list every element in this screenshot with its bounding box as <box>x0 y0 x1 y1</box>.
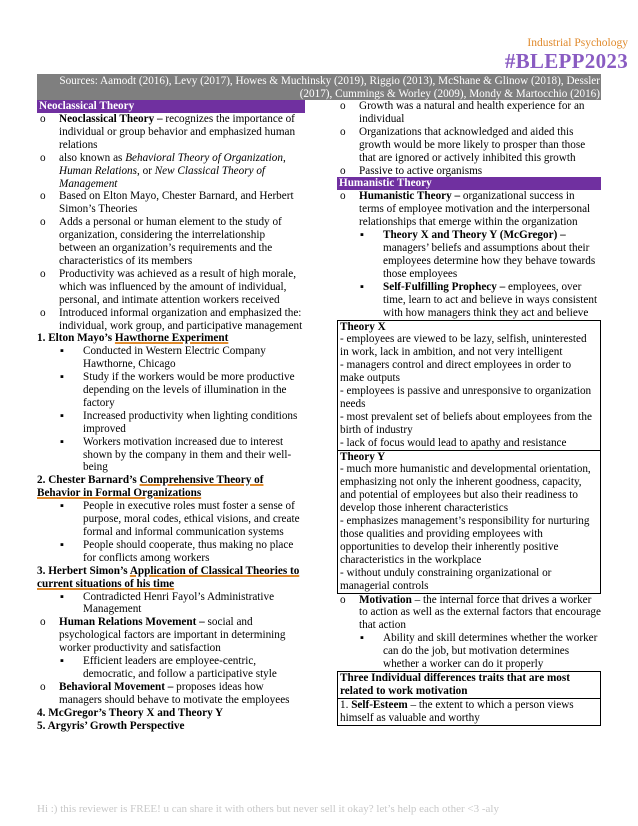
list-item: ▪ Contradicted Henri Fayol’s Administrative Management <box>37 591 305 617</box>
box-title: Theory X <box>340 320 386 333</box>
box-line: - lack of focus would lead to apathy and resistance <box>340 436 567 449</box>
right-column <box>337 100 601 726</box>
heading-text: 3. Herbert Simon’s <box>37 564 130 577</box>
bullet-informal-organization: o Introduced informal organization and emphasized the: individual, work group, and participative management <box>37 307 305 333</box>
definition: recognizes the importance of individual or group behavior and emphasized human relations <box>59 113 296 151</box>
definition: organizational success in terms of employee motivation and the interpersonal relationships that emerge within the organization <box>359 190 591 229</box>
bullet-humanistic-theory <box>337 190 601 229</box>
traits-title-box: Three Individual differences traits that are most related to work motivation <box>337 671 601 699</box>
term: Neoclassical Theory – <box>59 113 163 125</box>
heading-simon <box>37 565 305 591</box>
alt-name: New Classical Theory of Management <box>59 164 266 190</box>
section-humanistic-theory: Humanistic Theory <box>337 177 601 190</box>
list-item: ▪ Efficient leaders are employee-centric, democratic, and follow a participative style <box>37 655 305 681</box>
term: Self-Esteem <box>351 698 408 711</box>
heading-underlined: Hawthorne Experiment <box>114 332 229 345</box>
heading-barnard <box>37 474 305 500</box>
text: also known as <box>59 151 126 164</box>
definition: social and psychological factors are important in determining worker productivity and satisfaction <box>59 616 286 655</box>
bullet-productivity: o Productivity was achieved as a result of high morale, which was influenced by the amount of individual, personal, and intimate attention workers received <box>37 268 305 307</box>
term: Behavioral Movement – <box>59 680 174 693</box>
list-item: o Organizations that acknowledged and aided this growth would be more likely to prosper than those that are ignored or actively inhibited this growth <box>337 126 601 165</box>
box-title: Theory Y <box>340 450 386 463</box>
list-item: o Growth was a natural and health experience for an individual <box>337 100 601 126</box>
text: , or <box>137 164 155 177</box>
term: Self-Fulfilling Prophecy – <box>383 280 506 293</box>
heading-underlined: Comprehensive Theory of Behavior in Formal Organizations <box>37 474 264 500</box>
list-item <box>337 281 601 320</box>
box-line: - much more humanistic and developmental orientation, emphasizing not only the inherent goodness, capacity, and potential of employees but also their readiness to develop those inherent characteristics <box>340 463 591 515</box>
box-line: - without unduly constraining organizational or managerial controls <box>340 566 552 592</box>
heading-text: 2. Chester Barnard’s <box>37 474 140 487</box>
footer-note: Hi :) this reviewer is FREE! u can share it with others but never sell it okay? let’s help each other <3 -aly <box>37 803 499 815</box>
box-line: - employees is passive and unresponsive to organization needs <box>340 385 592 410</box>
alt-name: Behavioral Theory of Organization <box>125 151 283 164</box>
theory-x-box <box>337 320 601 451</box>
list-item <box>337 229 601 281</box>
section-neoclassical-theory: Neoclassical Theory <box>37 100 305 113</box>
list-item: ▪ People in executive roles must foster a sense of purpose, moral codes, ethical visions, and create formal and informal communication systems <box>37 500 305 539</box>
theory-y-box <box>337 451 601 594</box>
list-item: ▪ People should cooperate, thus making no place for conflicts among workers <box>37 539 305 565</box>
heading-mcgregor: 4. McGregor’s Theory X and Theory Y <box>37 706 224 719</box>
list-item: ▪ Ability and skill determines whether the worker can do the job, but motivation determines whether a worker can do it properly <box>337 632 601 671</box>
sources-banner: Sources: Aamodt (2016), Levy (2017), Howes & Muchinsky (2019), Riggio (2013), McShane & Glinow (2018), Dessler (2017), Cummings & Worley (2009), Mondy & Martocchio (2016) <box>37 74 601 100</box>
left-column <box>37 100 305 733</box>
definition: managers’ beliefs and assumptions about their employees determine how they behave towards those employees <box>383 242 596 280</box>
definition: – the extent to which a person views himself as valuable and worthy <box>340 698 574 724</box>
term: Theory X and Theory Y (McGregor) – <box>383 229 566 242</box>
heading-text: 1. Elton Mayo’s <box>37 332 115 345</box>
term: Human Relations Movement – <box>59 616 205 629</box>
bullet-based-on: o Based on Elton Mayo, Chester Barnard, and Herbert Simon’s Theories <box>37 190 305 216</box>
box-line: - managers control and direct employees in order to make outputs <box>340 359 572 385</box>
box-line: - emphasizes management’s responsibility for nurturing those qualities and providing employees with opportunities to develop their inherently positive characteristics in the workplace <box>340 515 590 566</box>
definition: proposes ideas how managers should behave to motivate the employees <box>59 680 290 706</box>
list-item: ▪ Workers motivation increased due to interest shown by the company in them and their well-being <box>37 436 305 475</box>
definition: employees, over time, learn to act and believe in ways consistent with how managers think they act and believe <box>383 280 598 319</box>
bullet-behavioral-movement <box>37 681 305 707</box>
term: Motivation <box>359 593 412 606</box>
box-line: - most prevalent set of beliefs about employees from the birth of industry <box>340 410 592 436</box>
self-esteem-box <box>337 699 601 726</box>
heading-underlined: Application of Classical Theories to current situations of his time <box>37 564 300 590</box>
list-item: ▪ Conducted in Western Electric Company Hawthorne, Chicago <box>37 345 305 371</box>
heading-hawthorne <box>37 332 305 345</box>
bullet-human-element: o Adds a personal or human element to the study of organization, considering the interrelationship between an organization’s requirements and the characteristics of its members <box>37 216 305 268</box>
list-item: o Passive to active organisms <box>337 165 601 178</box>
term: Humanistic Theory – <box>359 190 461 203</box>
bullet-motivation <box>337 594 601 633</box>
text: , <box>282 151 286 164</box>
box-line: - employees are viewed to be lazy, selfish, uninterested in work, lack in ambition, and not very intelligent <box>340 333 587 359</box>
list-item: ▪ Study if the workers would be more productive depending on the levels of illumination in the factory <box>37 371 305 410</box>
bullet-human-relations-movement <box>37 616 305 655</box>
bullet-also-known-as <box>37 152 305 191</box>
definition: – the internal force that drives a worker to action as well as the external factors that encourage that action <box>359 593 601 632</box>
header-subtitle: Industrial Psychology <box>527 37 628 49</box>
text: 1. <box>340 698 352 711</box>
alt-name: Human Relations <box>59 164 137 177</box>
list-item: ▪ Increased productivity when lighting conditions improved <box>37 410 305 436</box>
heading-argyris: 5. Argyris’ Growth Perspective <box>37 719 185 732</box>
bullet-neoclassical-theory <box>37 113 305 152</box>
header-hashtag: #BLEPP2023 <box>504 49 628 73</box>
